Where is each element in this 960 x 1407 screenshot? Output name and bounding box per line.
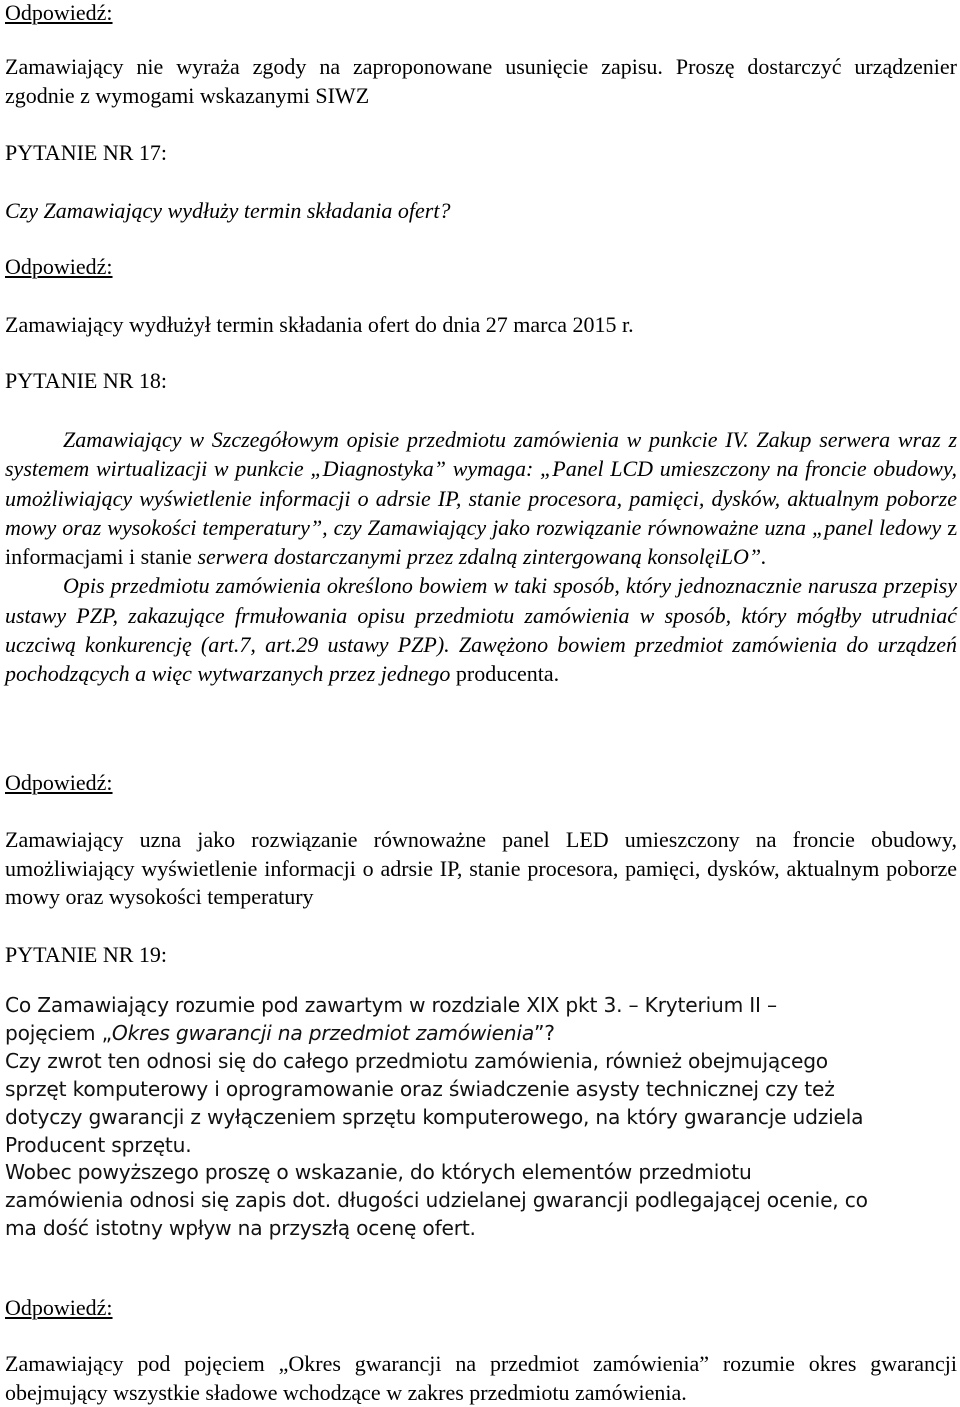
answer-text-19: Zamawiający pod pojęciem „Okres gwarancji na przedmiot zamówienia” rozumie okres gwarancji obejmujący wszystkie sładowe wchodzące w zakres przedmiotu zamówienia. [5,1351,957,1405]
answer-heading-19: Odpowiedź: [5,1295,113,1320]
q19-line: Czy zwrot ten odnosi się do całego przedmiotu zamówienia, również obejmującego [5,1048,828,1073]
question-19-scanned-text [5,992,957,1243]
q19-line: pojęciem „Okres gwarancji na przedmiot zamówienia”? [5,1020,555,1045]
question-text-17: Czy Zamawiający wydłuży termin składania ofert? [5,198,451,223]
q19-line: Wobec powyższego proszę o wskazanie, do których elementów przedmiotu [5,1160,752,1185]
q19-line: zamówienia odnosi się zapis dot. długości udzielanej gwarancji podlegającej ocenie, co [5,1188,868,1213]
q18-para1-normal: z informacjami i stanie [5,514,957,570]
q18-para1-end: serwera dostarczanymi przez zdalną zintergowaną konsolęiLO”. [197,544,767,570]
q19-line: ma dość istotny wpływ na przyszłą ocenę ofert. [5,1216,476,1241]
question-18-paragraph-1 [5,425,957,571]
answer-heading-16: Odpowiedź: [5,0,113,25]
question-heading-19: PYTANIE NR 19: [5,942,168,967]
answer-heading-18: Odpowiedź: [5,770,113,795]
question-18-paragraph-2 [5,571,957,688]
q19-line: Co Zamawiający rozumie pod zawartym w rozdziale XIX pkt 3. – Kryterium II – [5,993,777,1017]
answer-text-16: Zamawiający nie wyraża zgody na zaproponowane usunięcie zapisu. Proszę dostarczyć urządzenier zgodnie z wymogami wskazanymi SIWZ [5,54,957,108]
q19-line: Producent sprzętu. [5,1132,192,1157]
question-text-18 [5,425,957,689]
question-heading-18: PYTANIE NR 18: [5,368,168,393]
q19-line: sprzęt komputerowy i oprogramowanie oraz świadczenie asysty technicznej czy też [5,1076,835,1101]
q18-para2-mixed: Zawężono bowiem przedmiot zamówienia do urządzeń pochodzących a więc wytwarzanych przez jednego [5,632,957,687]
question-heading-17: PYTANIE NR 17: [5,140,168,165]
q18-para2-italic: Opis przedmiotu zamówienia określono bowiem w taki sposób, który jednoznacznie narusza przepisy ustawy PZP, zakazujące frmułowania opisu przedmiotu zamówienia w sposób, który mógłby utrudniać uczciwą konkurencję (art.7, art.29 ustawy PZP). [5,573,957,658]
q18-para2-end: producenta. [455,661,560,687]
q19-line: dotyczy gwarancji z wyłączeniem sprzętu komputerowego, na który gwarancje udziela [5,1104,864,1129]
q18-para1-italic: Zamawiający w Szczegółowym opisie przedmiotu zamówienia w punkcie IV. Zakup serwera wraz z systemem wirtualizacji w punkcie „Diagnostyka” wymaga: „Panel LCD umieszczony na froncie obudowy, umożliwiający wyświetlenie informacji o adrsie IP, stanie procesora, pamięci, dysków, aktualnym poborze mowy oraz wysokości temperatury”, czy Zamawiający jako rozwiązanie równoważne uzna „panel ledowy [5,427,957,540]
answer-heading-17: Odpowiedź: [5,254,113,279]
answer-text-18: Zamawiający uzna jako rozwiązanie równoważne panel LED umieszczony na froncie obudowy, umożliwiający wyświetlenie informacji o adrsie IP, stanie procesora, pamięci, dysków, aktualnym poborze mowy oraz wysokości temperatury [5,827,957,909]
answer-text-17: Zamawiający wydłużył termin składania ofert do dnia 27 marca 2015 r. [5,312,634,337]
